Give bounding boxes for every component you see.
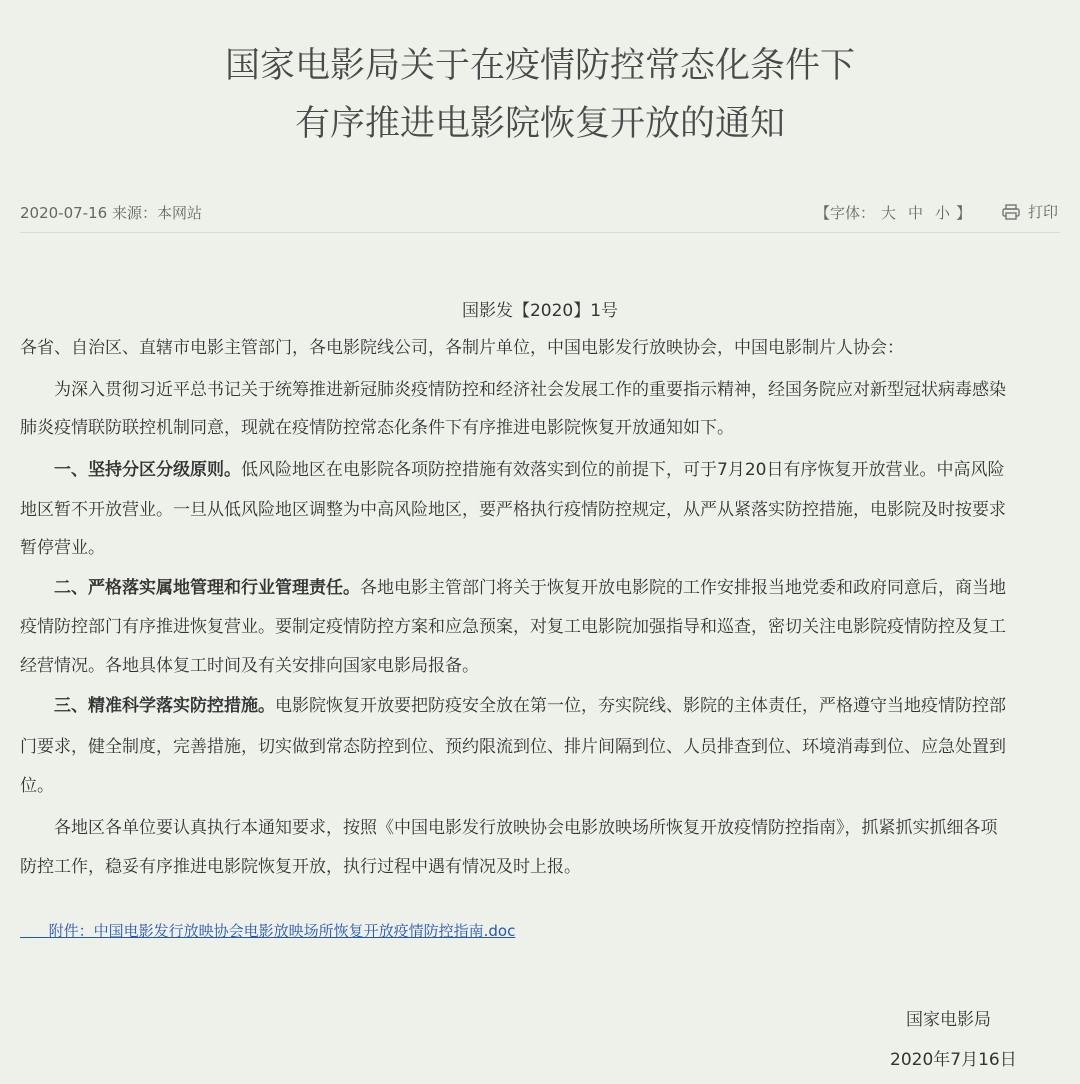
printer-icon	[1002, 204, 1020, 220]
font-label-close: 】	[956, 204, 972, 222]
font-medium-button[interactable]: 中	[908, 204, 924, 222]
section-1-heading: 一、坚持分区分级原则。	[54, 460, 241, 480]
section-3-line-3: 位。	[20, 776, 54, 796]
print-button[interactable]	[1002, 201, 1058, 222]
article-title-line-1: 国家电影局关于在疫情防控常态化条件下	[224, 46, 855, 86]
print-label: 打印	[1028, 203, 1059, 221]
section-3-first-line	[54, 691, 1006, 716]
addressee: 各省、自治区、直辖市电影主管部门，各电影院线公司，各制片单位，中国电影发行放映协会，中国电影制片人协会：	[20, 338, 904, 358]
document-number: 国影发【2020】1号	[461, 301, 619, 321]
font-label-open: 【字体：	[815, 204, 876, 222]
section-1-text: 低风险地区在电影院各项防控措施有效落实到位的前提下，可于7月20日有序恢复开放营业。中高风险	[241, 460, 1005, 480]
font-large-button[interactable]: 大	[881, 204, 897, 222]
signature-date: 2020年7月16日	[890, 1050, 1017, 1070]
font-small-button[interactable]: 小	[935, 204, 951, 222]
section-3-text: 电影院恢复开放要把防疫安全放在第一位，夯实院线、影院的主体责任，严格遵守当地疫情防控部	[275, 696, 1006, 716]
section-2-first-line	[54, 573, 1006, 598]
section-2-heading: 二、严格落实属地管理和行业管理责任。	[54, 578, 360, 598]
section-3-line-2: 门要求，健全制度，完善措施，切实做到常态防控到位、预约限流到位、排片间隔到位、人员排查到位、环境消毒到位、应急处置到	[20, 737, 1006, 757]
signature: 国家电影局	[906, 1010, 991, 1030]
closing-line-2: 防控工作，稳妥有序推进电影院恢复开放，执行过程中遇有情况及时上报。	[20, 857, 581, 877]
section-2-text: 各地电影主管部门将关于恢复开放电影院的工作安排报当地党委和政府同意后，商当地	[360, 578, 1006, 598]
date-source: 2020-07-16 来源：本网站	[20, 204, 202, 222]
article-title-line-2: 有序推进电影院恢复开放的通知	[294, 104, 785, 144]
section-2-line-3: 经营情况。各地具体复工时间及有关安排向国家电影局报备。	[20, 656, 479, 676]
section-1-line-3: 暂停营业。	[20, 538, 105, 558]
section-2-line-2: 疫情防控部门有序推进恢复营业。要制定疫情防控方案和应急预案，对复工电影院加强指导和巡查，密切关注电影院疫情防控及复工	[20, 617, 1006, 637]
attachment-link-text[interactable]: 附件：中国电影发行放映协会电影放映场所恢复开放疫情防控指南.doc	[48, 922, 516, 940]
header-divider	[20, 232, 1060, 233]
section-1-line-2: 地区暂不开放营业。一旦从低风险地区调整为中高风险地区，要严格执行疫情防控规定，从严从紧落实防控措施，电影院及时按要求	[20, 500, 1006, 520]
closing-line-1: 各地区各单位要认真执行本通知要求，按照《中国电影发行放映协会电影放映场所恢复开放疫情防控指南》，抓紧抓实抓细各项	[54, 818, 998, 838]
font-size-selector	[815, 202, 971, 223]
attachment-link[interactable]	[20, 920, 515, 941]
intro-line-1: 为深入贯彻习近平总书记关于统筹推进新冠肺炎疫情防控和经济社会发展工作的重要指示精神，经国务院应对新型冠状病毒感染	[54, 380, 1006, 400]
intro-line-2: 肺炎疫情联防联控机制同意，现就在疫情防控常态化条件下有序推进电影院恢复开放通知如下。	[20, 418, 734, 438]
section-3-heading: 三、精准科学落实防控措施。	[54, 696, 275, 716]
section-1-first-line	[54, 455, 1004, 480]
